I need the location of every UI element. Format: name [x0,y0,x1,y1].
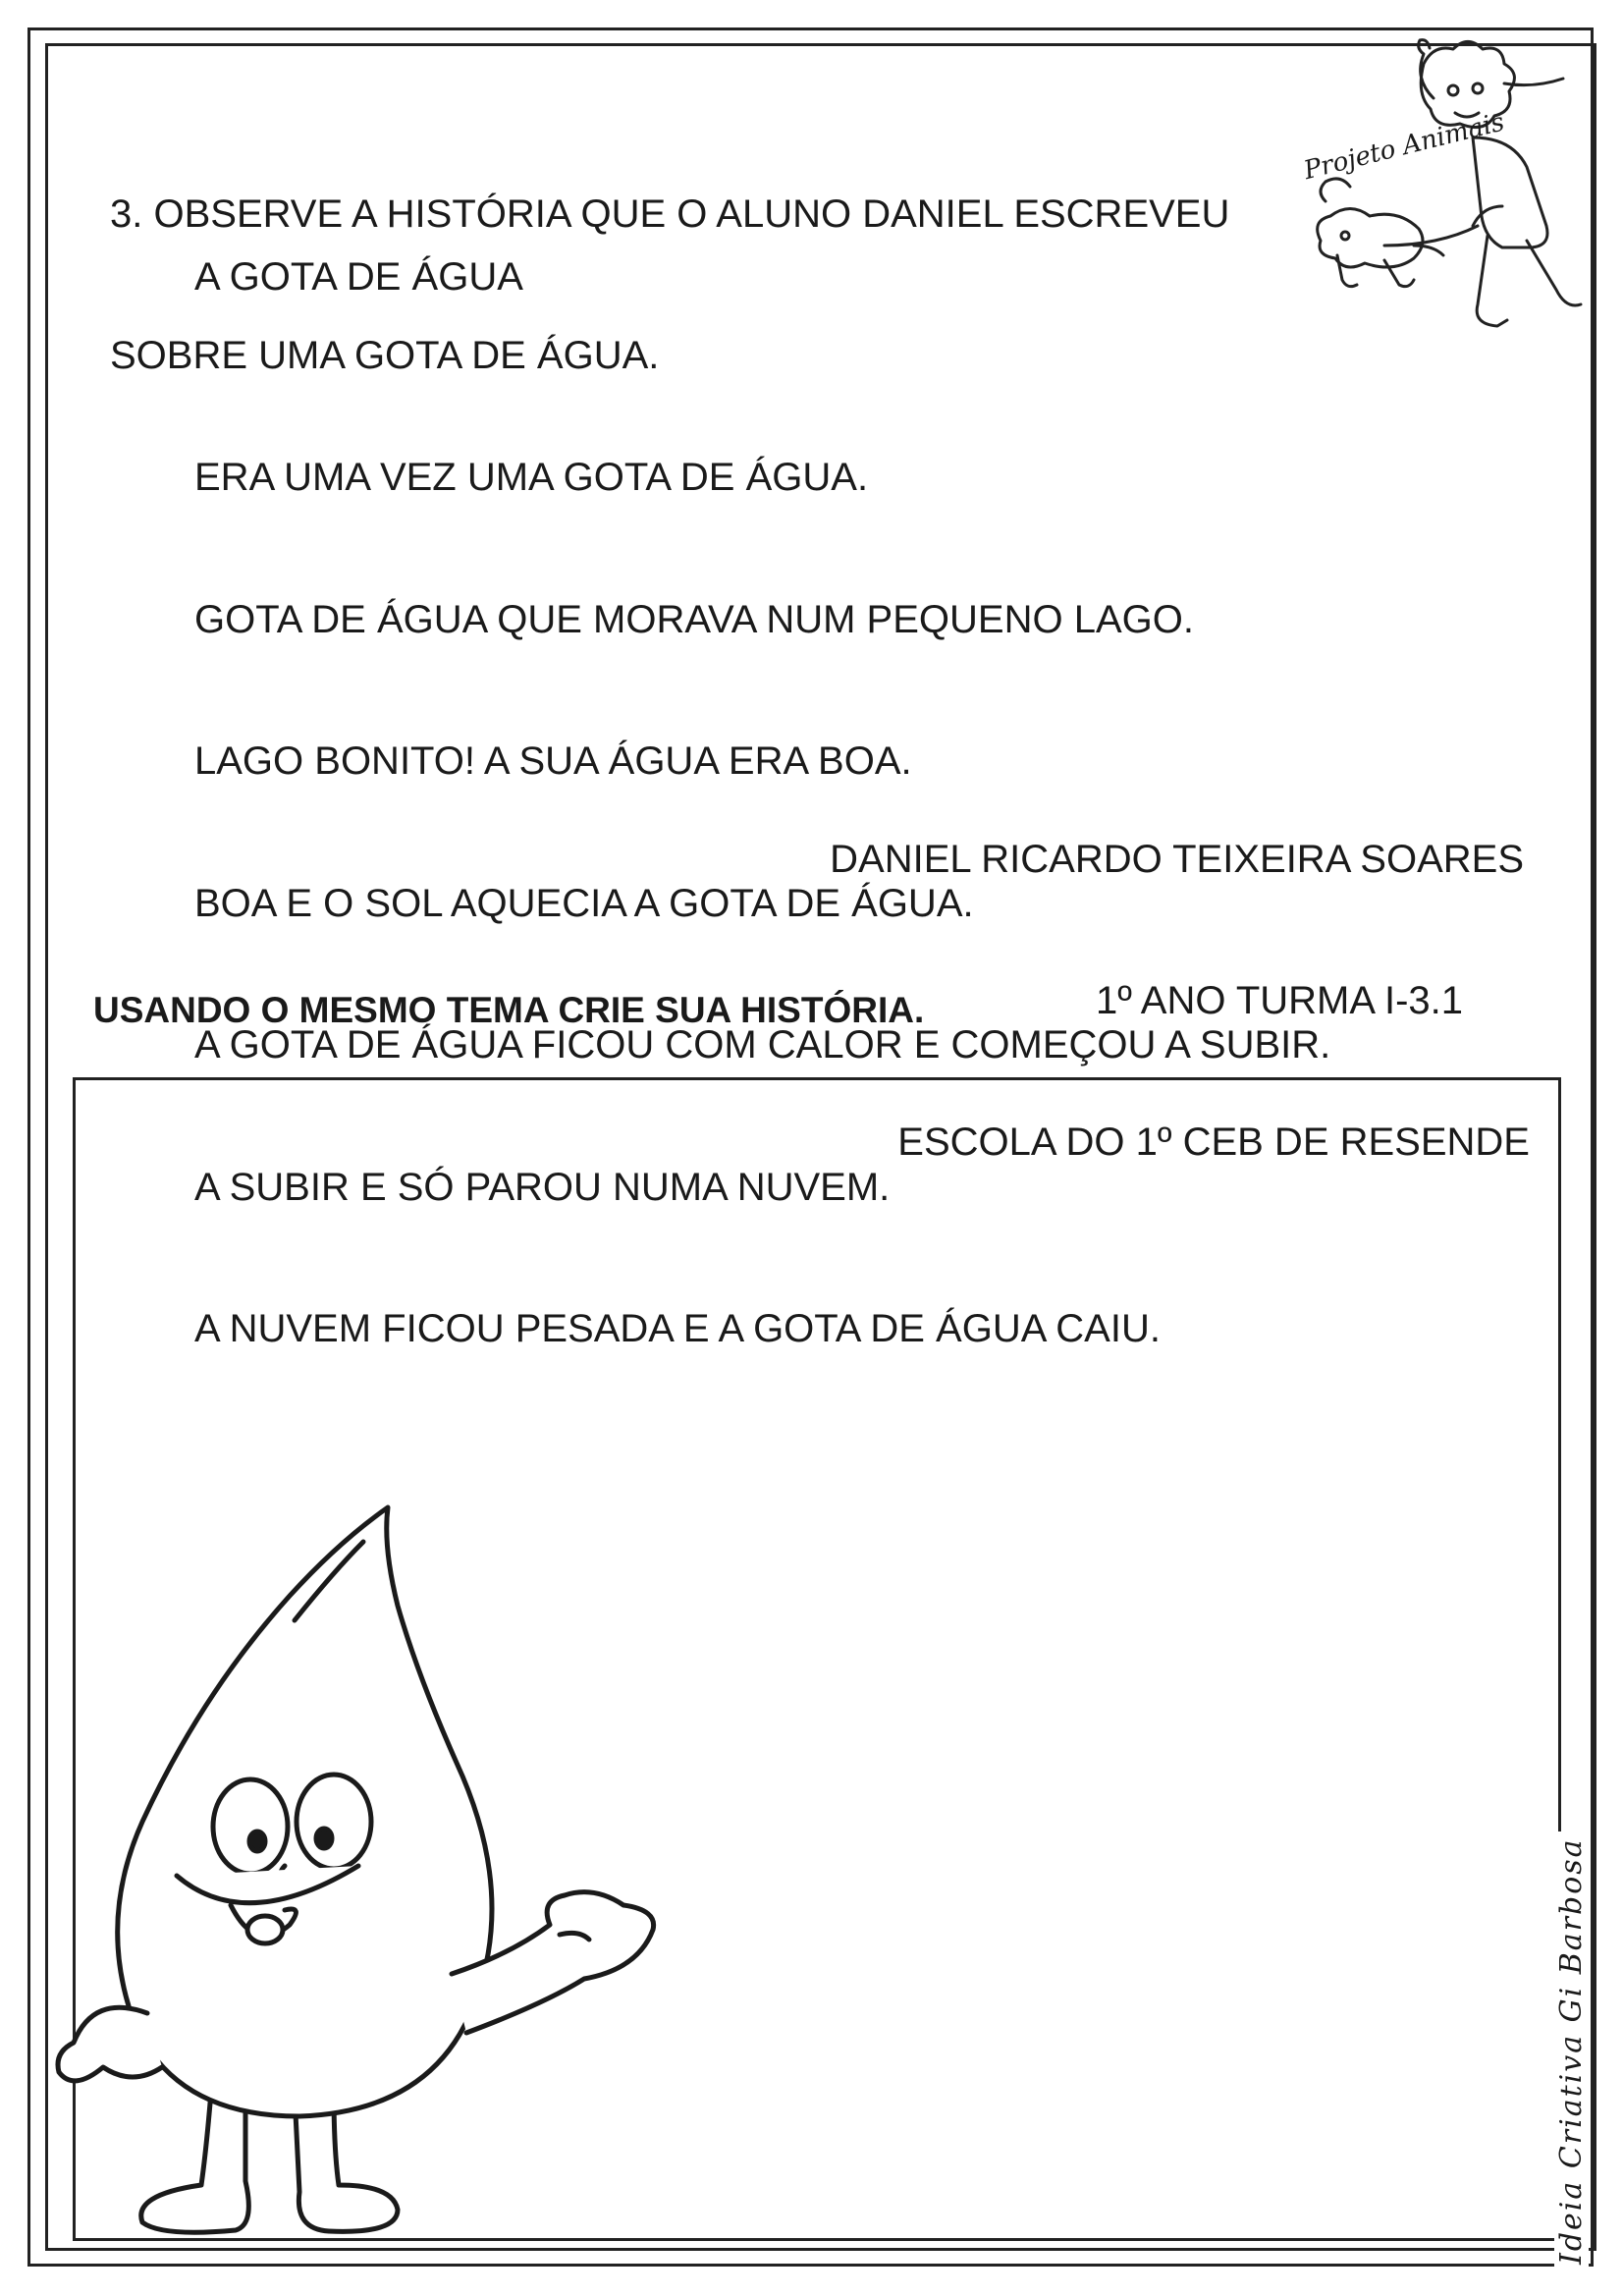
signature-class: 1º ANO TURMA I-3.1 [1096,979,1463,1022]
signature-school: ESCOLA DO 1º CEB DE RESENDE [897,1121,1530,1164]
author-credit: Ideia Criativa Gi Barbosa [1554,1831,1589,2270]
water-drop-mascot [29,1503,668,2249]
story-line: LAGO BONITO! A SUA ÁGUA ERA BOA. [194,739,912,783]
signature-author: DANIEL RICARDO TEIXEIRA SOARES [830,838,1524,881]
story-line: ERA UMA VEZ UMA GOTA DE ÁGUA. [194,456,869,499]
instruction-text: USANDO O MESMO TEMA CRIE SUA HISTÓRIA. [93,990,925,1030]
story-line: A NUVEM FICOU PESADA E A GOTA DE ÁGUA CAIU. [194,1307,1161,1350]
logo-text: Projeto Animais [1301,107,1508,187]
story-line: A SUBIR E SÓ PAROU NUMA NUVEM. [194,1165,891,1209]
heading-line-2: SOBRE UMA GOTA DE ÁGUA. [110,334,660,377]
story-line: BOA E O SOL AQUECIA A GOTA DE ÁGUA. [194,881,974,925]
story-line: A GOTA DE ÁGUA FICOU COM CALOR E COMEÇOU A SUBIR. [194,1023,1331,1066]
story-line: GOTA DE ÁGUA QUE MORAVA NUM PEQUENO LAGO. [194,597,1194,641]
projeto-animais-logo [1276,29,1602,344]
heading-line-1: 3. OBSERVE A HISTÓRIA QUE O ALUNO DANIEL ESCREVEU [110,192,1230,236]
story-title: A GOTA DE ÁGUA [194,255,523,299]
